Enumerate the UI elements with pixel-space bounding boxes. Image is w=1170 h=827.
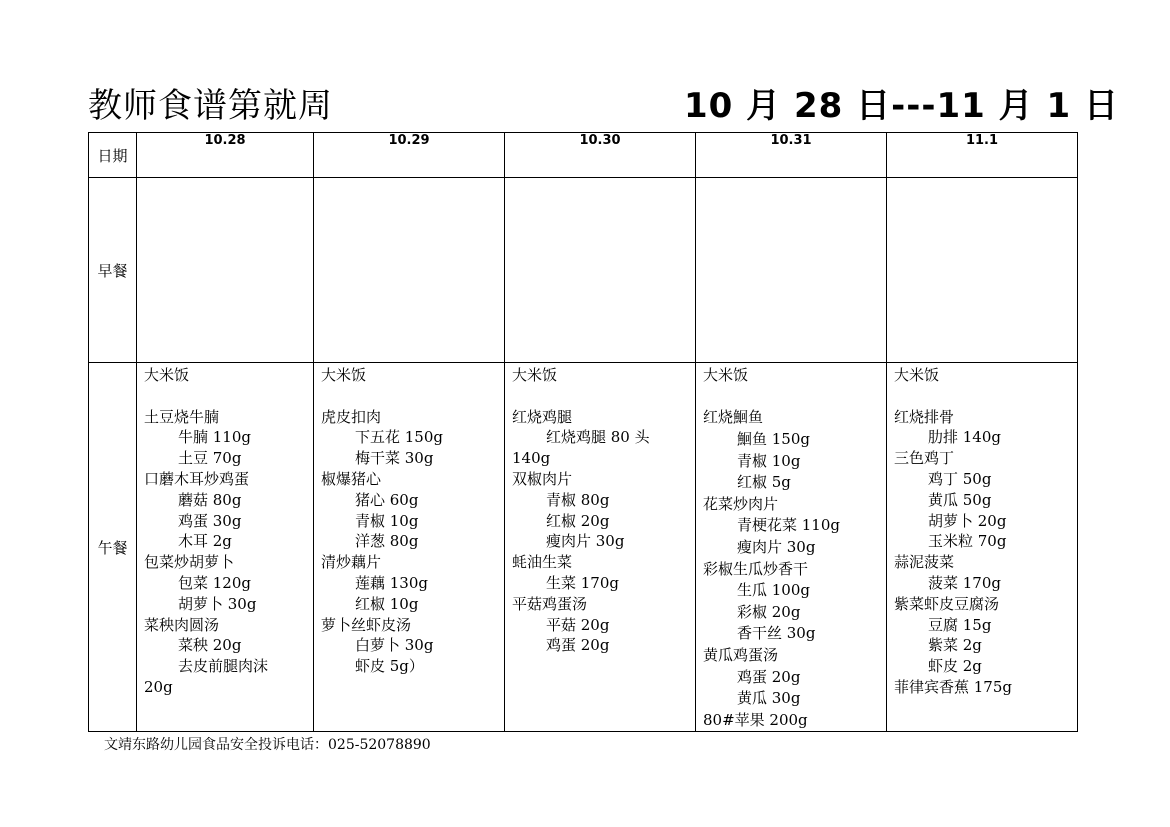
dish-name: 蒜泥菠菜 (894, 553, 955, 572)
dish-name: 口蘑木耳炒鸡蛋 (144, 469, 250, 488)
lunch-row (89, 363, 1078, 732)
fruit: 菲律宾香蕉 175g (894, 677, 1013, 696)
ingredient: 菜秧 20g (178, 636, 242, 655)
ingredient: 平菇 20g (546, 615, 610, 634)
date-range: 10 月 28 日---11 月 1 日 (684, 86, 1119, 126)
ingredient: 紫菜 2g (928, 636, 982, 655)
date-cell: 11.1 (887, 133, 1078, 178)
ingredient: 生瓜 100g (737, 581, 811, 600)
staple-food: 大米饭 (703, 366, 749, 384)
ingredient: 玉米粒 70g (928, 532, 1007, 551)
dish-name: 蚝油生菜 (512, 553, 573, 572)
staple-food: 大米饭 (144, 366, 190, 384)
ingredient: 香干丝 30g (737, 624, 816, 643)
dish-name: 红烧鸡腿 (512, 407, 573, 426)
dish-name: 虎皮扣肉 (321, 407, 382, 426)
ingredient: 猪心 60g (355, 490, 419, 509)
ingredient: 蘑菇 80g (178, 490, 242, 509)
dish-name: 红烧排骨 (894, 407, 955, 426)
ingredient: 白萝卜 30g (355, 636, 434, 655)
ingredient: 青椒 10g (355, 511, 419, 530)
breakfast-cell (696, 178, 887, 363)
staple-food: 大米饭 (512, 366, 558, 384)
ingredient: 瘦肉片 30g (737, 537, 816, 556)
ingredient: 豆腐 15g (928, 615, 992, 634)
ingredient: 木耳 2g (178, 532, 232, 551)
dish-name: 黄瓜鸡蛋汤 (703, 645, 779, 664)
dish-name: 彩椒生瓜炒香干 (703, 559, 809, 578)
ingredient: 虾皮 2g (928, 657, 982, 676)
date-row (89, 133, 1078, 178)
ingredient: 黄瓜 30g (737, 689, 801, 708)
ingredient: 肋排 140g (928, 428, 1002, 447)
breakfast-cell (887, 178, 1078, 363)
dish-name: 红烧鮰鱼 (703, 408, 764, 427)
ingredient: 红椒 5g (737, 473, 791, 492)
ingredient: 红烧鸡腿 80 头 (546, 428, 650, 447)
dish-name: 土豆烧牛腩 (144, 407, 220, 426)
lunch-cell (314, 363, 505, 732)
dish-name: 椒爆猪心 (321, 469, 382, 488)
ingredient: 牛腩 110g (178, 428, 252, 447)
page-title: 教师食谱第就周 (88, 86, 333, 126)
dish-name: 平菇鸡蛋汤 (512, 594, 588, 613)
staple-food: 大米饭 (894, 366, 940, 384)
row-label-breakfast: 早餐 (89, 178, 137, 363)
ingredient: 青梗花菜 110g (737, 516, 841, 535)
ingredient: 青椒 80g (546, 490, 610, 509)
menu-table (88, 132, 1078, 732)
lunch-cell (137, 363, 314, 732)
ingredient: 鸡蛋 20g (546, 636, 610, 655)
ingredient: 洋葱 80g (355, 532, 419, 551)
date-cell: 10.29 (314, 133, 505, 178)
breakfast-cell (314, 178, 505, 363)
ingredient: 鮰鱼 150g (737, 429, 811, 448)
lunch-cell (887, 363, 1078, 732)
date-cell: 10.30 (505, 133, 696, 178)
ingredient: 鸡蛋 20g (737, 667, 801, 686)
ingredient: 胡萝卜 20g (928, 511, 1007, 530)
ingredient: 去皮前腿肉沫 (178, 657, 269, 676)
dish-name: 包菜炒胡萝卜 (144, 553, 235, 572)
ingredient: 包菜 120g (178, 573, 252, 592)
ingredient: 土豆 70g (178, 449, 242, 468)
date-cell: 10.28 (137, 133, 314, 178)
ingredient: 鸡丁 50g (928, 469, 992, 488)
dish-name: 菜秧肉圆汤 (144, 615, 220, 634)
ingredient: 瘦肉片 30g (546, 532, 625, 551)
fruit: 80#苹果 200g (703, 710, 808, 729)
staple-food: 大米饭 (321, 366, 367, 384)
row-label-date: 日期 (89, 133, 137, 178)
ingredient: 生菜 170g (546, 573, 620, 592)
ingredient: 红椒 20g (546, 511, 610, 530)
ingredient-continuation: 20g (144, 677, 173, 696)
ingredient: 鸡蛋 30g (178, 511, 242, 530)
dish-name: 花菜炒肉片 (703, 494, 779, 513)
dish-name: 紫菜虾皮豆腐汤 (894, 594, 1000, 613)
ingredient: 虾皮 5g） (355, 657, 424, 676)
ingredient: 菠菜 170g (928, 573, 1002, 592)
dish-name: 双椒肉片 (512, 469, 573, 488)
ingredient-continuation: 140g (512, 449, 551, 468)
ingredient: 青椒 10g (737, 451, 801, 470)
breakfast-cell (505, 178, 696, 363)
date-cell: 10.31 (696, 133, 887, 178)
lunch-cell (505, 363, 696, 732)
ingredient: 梅干菜 30g (355, 449, 434, 468)
dish-name: 萝卜丝虾皮汤 (321, 615, 412, 634)
ingredient: 彩椒 20g (737, 602, 801, 621)
row-label-lunch: 午餐 (89, 363, 137, 732)
ingredient: 下五花 150g (355, 428, 444, 447)
dish-name: 清炒藕片 (321, 553, 382, 572)
breakfast-cell (137, 178, 314, 363)
lunch-cell (696, 363, 887, 732)
complaint-hotline: 文靖东路幼儿园食品安全投诉电话：025-52078890 (104, 737, 431, 753)
breakfast-row (89, 178, 1078, 363)
ingredient: 莲藕 130g (355, 573, 429, 592)
ingredient: 胡萝卜 30g (178, 594, 257, 613)
ingredient: 红椒 10g (355, 594, 419, 613)
ingredient: 黄瓜 50g (928, 490, 992, 509)
dish-name: 三色鸡丁 (894, 449, 955, 468)
